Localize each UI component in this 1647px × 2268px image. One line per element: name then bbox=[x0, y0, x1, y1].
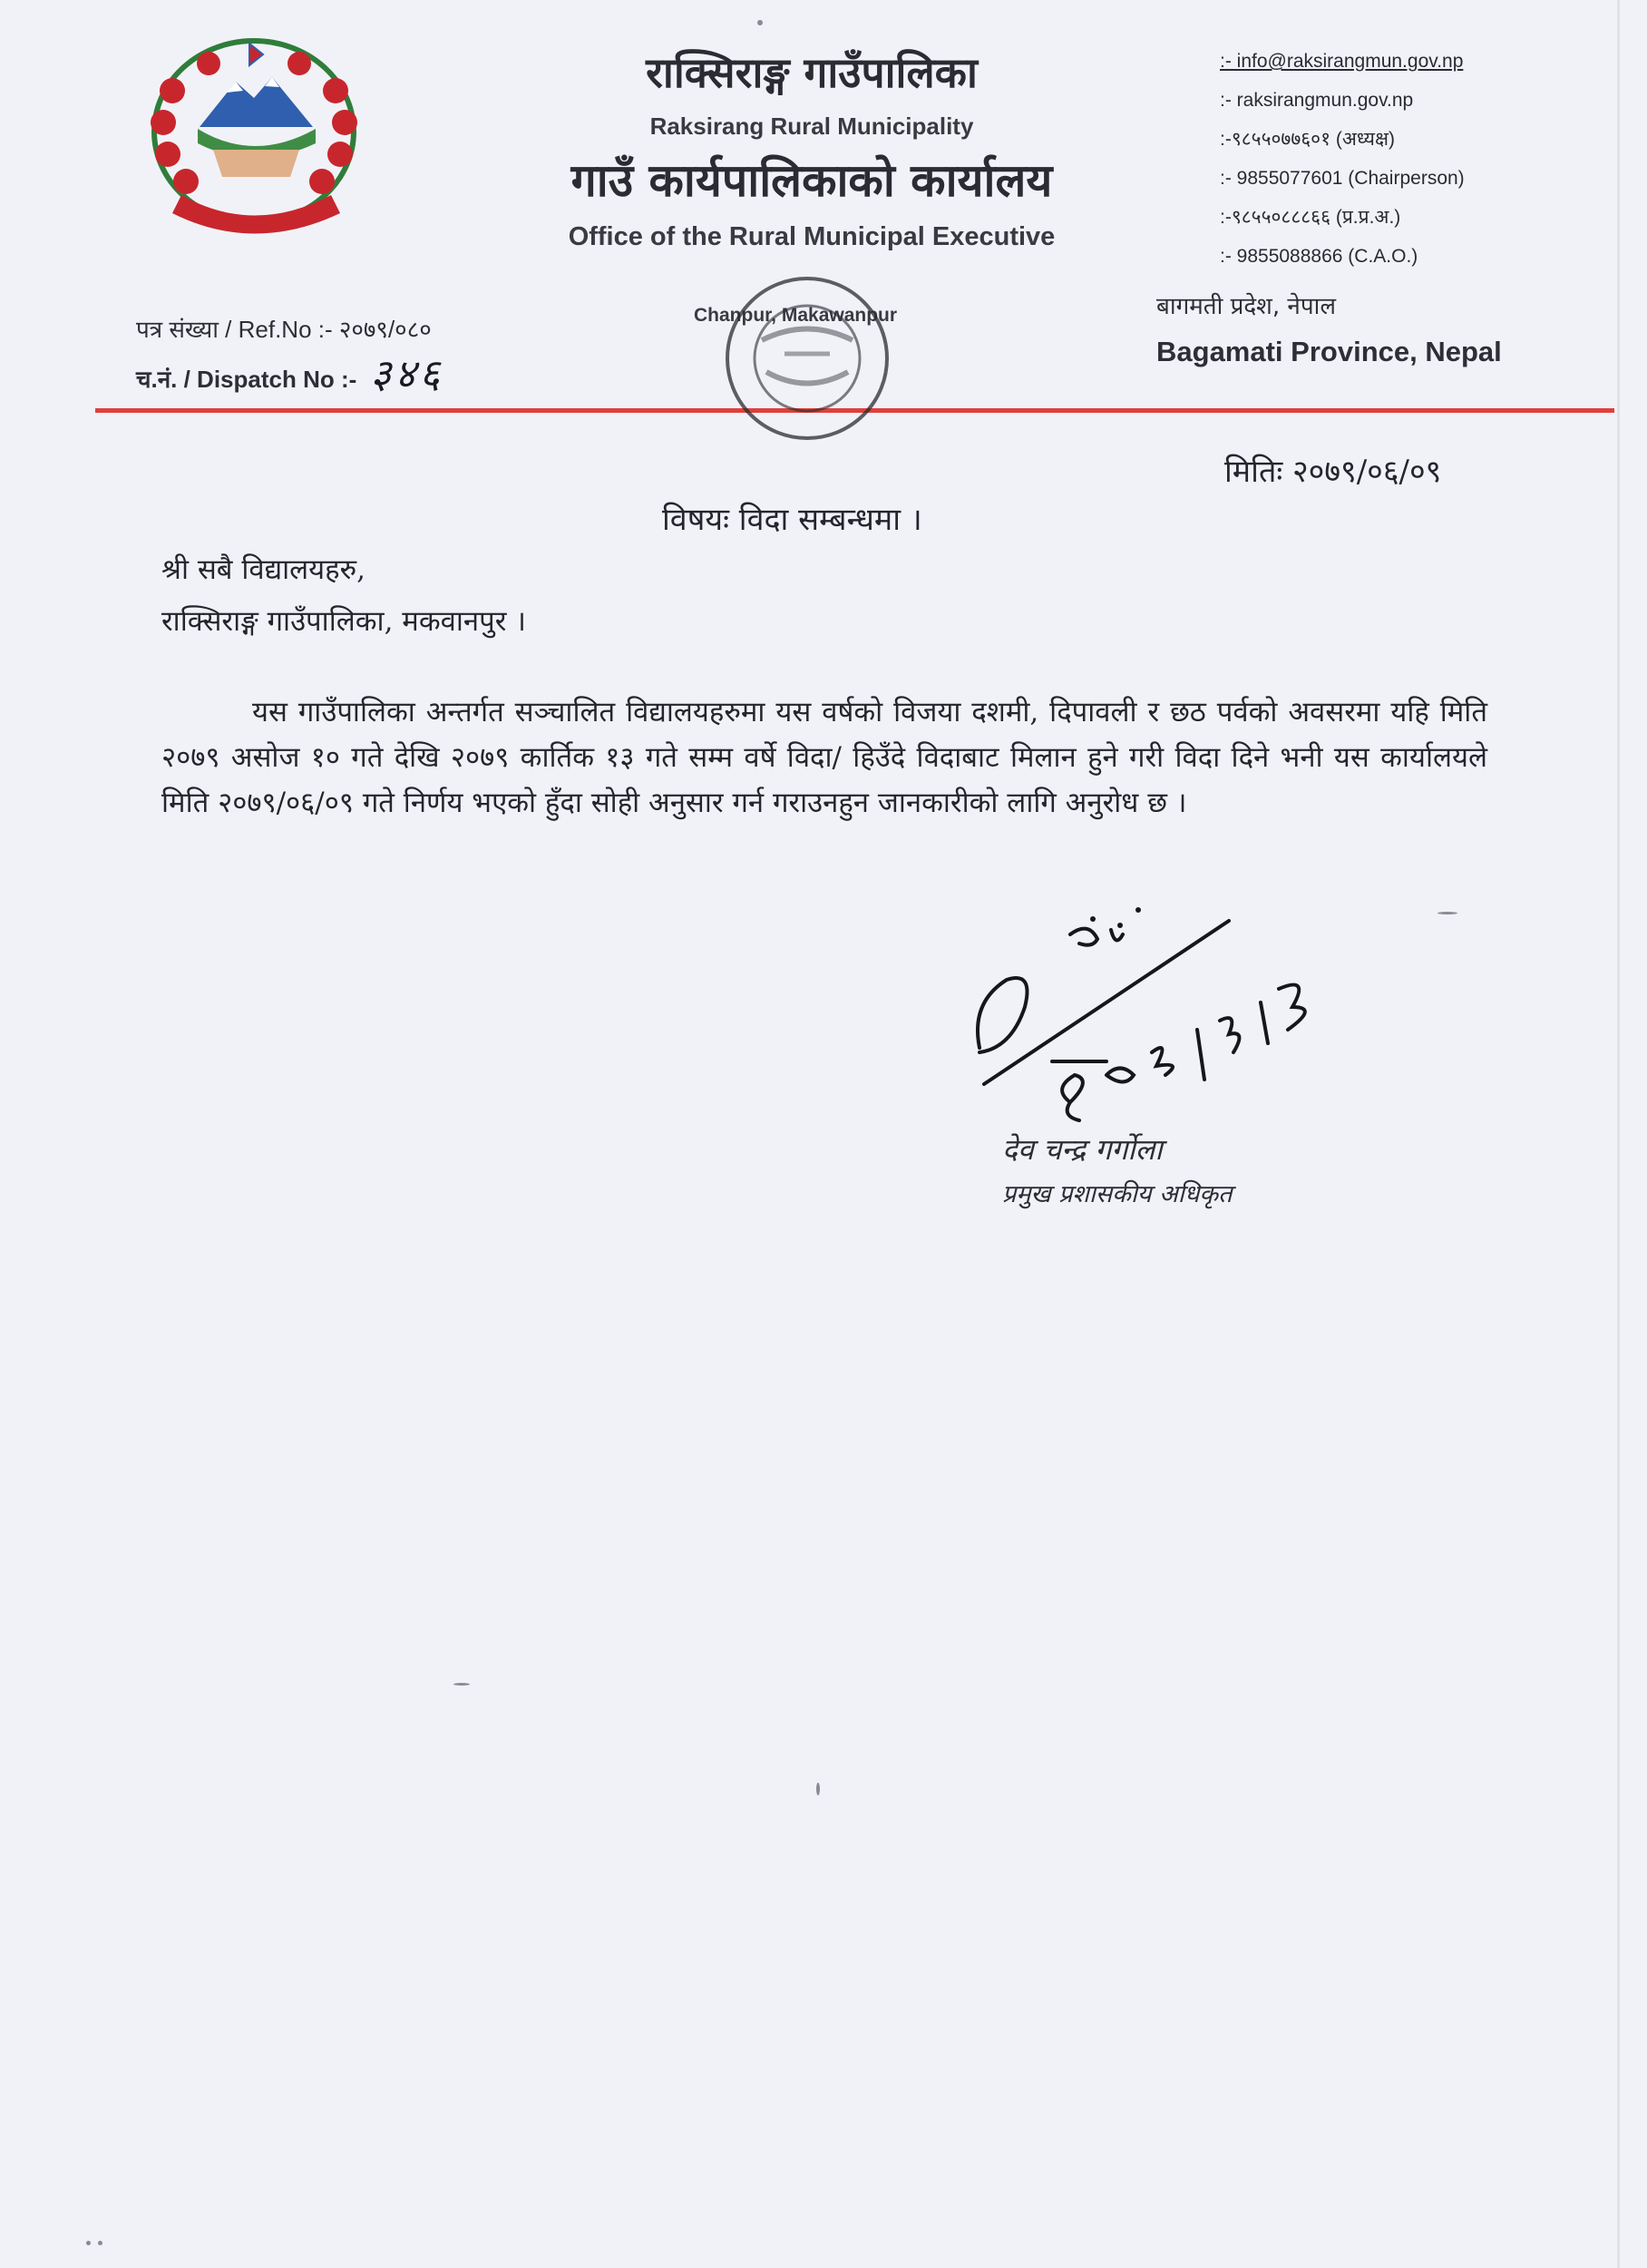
paper-speck bbox=[453, 1683, 470, 1686]
letter-subject: विषयः विदा सम्बन्धमा । bbox=[662, 502, 922, 538]
dispatch-row bbox=[136, 352, 443, 397]
paper-speck bbox=[98, 2241, 102, 2245]
municipality-name-en: Raksirang Rural Municipality bbox=[649, 112, 974, 140]
office-name-en: Office of the Rural Municipal Executive bbox=[568, 222, 1056, 251]
contact-cao-en: :- 9855088866 (C.A.O.) bbox=[1220, 246, 1418, 267]
signatory-title: प्रमुख प्रशासकीय अधिकृत bbox=[1002, 1180, 1233, 1208]
contact-chair-en: :- 9855077601 (Chairperson) bbox=[1220, 168, 1465, 189]
contact-website: :- raksirangmun.gov.np bbox=[1220, 90, 1414, 111]
signatory-name: देव चन्द्र गर्गोला bbox=[1002, 1132, 1163, 1167]
addressee-block bbox=[161, 544, 526, 648]
ref-value: २०७९/०८० bbox=[338, 316, 432, 343]
contact-cao-np: :-९८५५०८८८६६ (प्र.प्र.अ.) bbox=[1220, 207, 1401, 228]
municipality-name-np: राक्सिराङ्ग गाउँपालिका bbox=[646, 48, 978, 97]
letterhead-title-block bbox=[453, 44, 1170, 252]
nepal-emblem-icon bbox=[136, 27, 376, 245]
handwritten-signature-icon bbox=[961, 894, 1342, 1139]
office-address: Chanpur, Makawanpur bbox=[694, 305, 898, 326]
province-np: बागमती प्रदेश, नेपाल bbox=[1156, 293, 1336, 320]
paper-speck bbox=[816, 1783, 820, 1795]
paper-speck bbox=[757, 20, 763, 25]
province-en: Bagamati Province, Nepal bbox=[1156, 336, 1502, 367]
province-block bbox=[1156, 288, 1502, 368]
addressee-line-1: श्री सबै विद्यालयहरु, bbox=[161, 553, 366, 586]
contact-chair-np: :-९८५५०७७६०१ (अध्यक्ष) bbox=[1220, 129, 1396, 150]
letter-date: मितिः २०७९/०६/०९ bbox=[1224, 454, 1442, 490]
office-name-np: गाउँ कार्यपालिकाको कार्यालय bbox=[570, 153, 1053, 207]
ref-number-row bbox=[136, 307, 443, 352]
reference-block bbox=[136, 307, 443, 397]
dispatch-label: च.नं. / Dispatch No :- bbox=[136, 366, 357, 393]
signatory-block bbox=[1002, 1129, 1232, 1209]
paper-speck bbox=[1437, 912, 1457, 914]
paper-edge bbox=[1617, 0, 1620, 2268]
contact-list bbox=[1220, 42, 1465, 276]
contact-email: :- info@raksirangmun.gov.np bbox=[1220, 51, 1464, 72]
letter-body: यस गाउँपालिका अन्तर्गत सञ्चालित विद्यालयहरुमा यस वर्षको विजया दशमी, दिपावली र छठ पर्वको अवसरमा यहि मिति २०७९ असोज १० गते देखि २०७९ कार्तिक १३ गते सम्म वर्षे विदा/ हिउँदे विदाबाट मिलान हुने गरी विदा दिने भनी यस कार्यालयले मिति २०७९/०६/०९ गते निर्णय भएको हुँदा सोही अनुसार गर्न गराउनहुन जानकारीको लागि अनुरोध छ । bbox=[161, 696, 1487, 819]
ref-label: पत्र संख्या / Ref.No :- bbox=[136, 316, 333, 343]
office-stamp-icon bbox=[698, 245, 916, 472]
addressee-line-2: राक्सिराङ्ग गाउँपालिका, मकवानपुर । bbox=[161, 605, 526, 638]
paper-speck bbox=[86, 2241, 91, 2245]
dispatch-value: ३४६ bbox=[370, 351, 444, 397]
